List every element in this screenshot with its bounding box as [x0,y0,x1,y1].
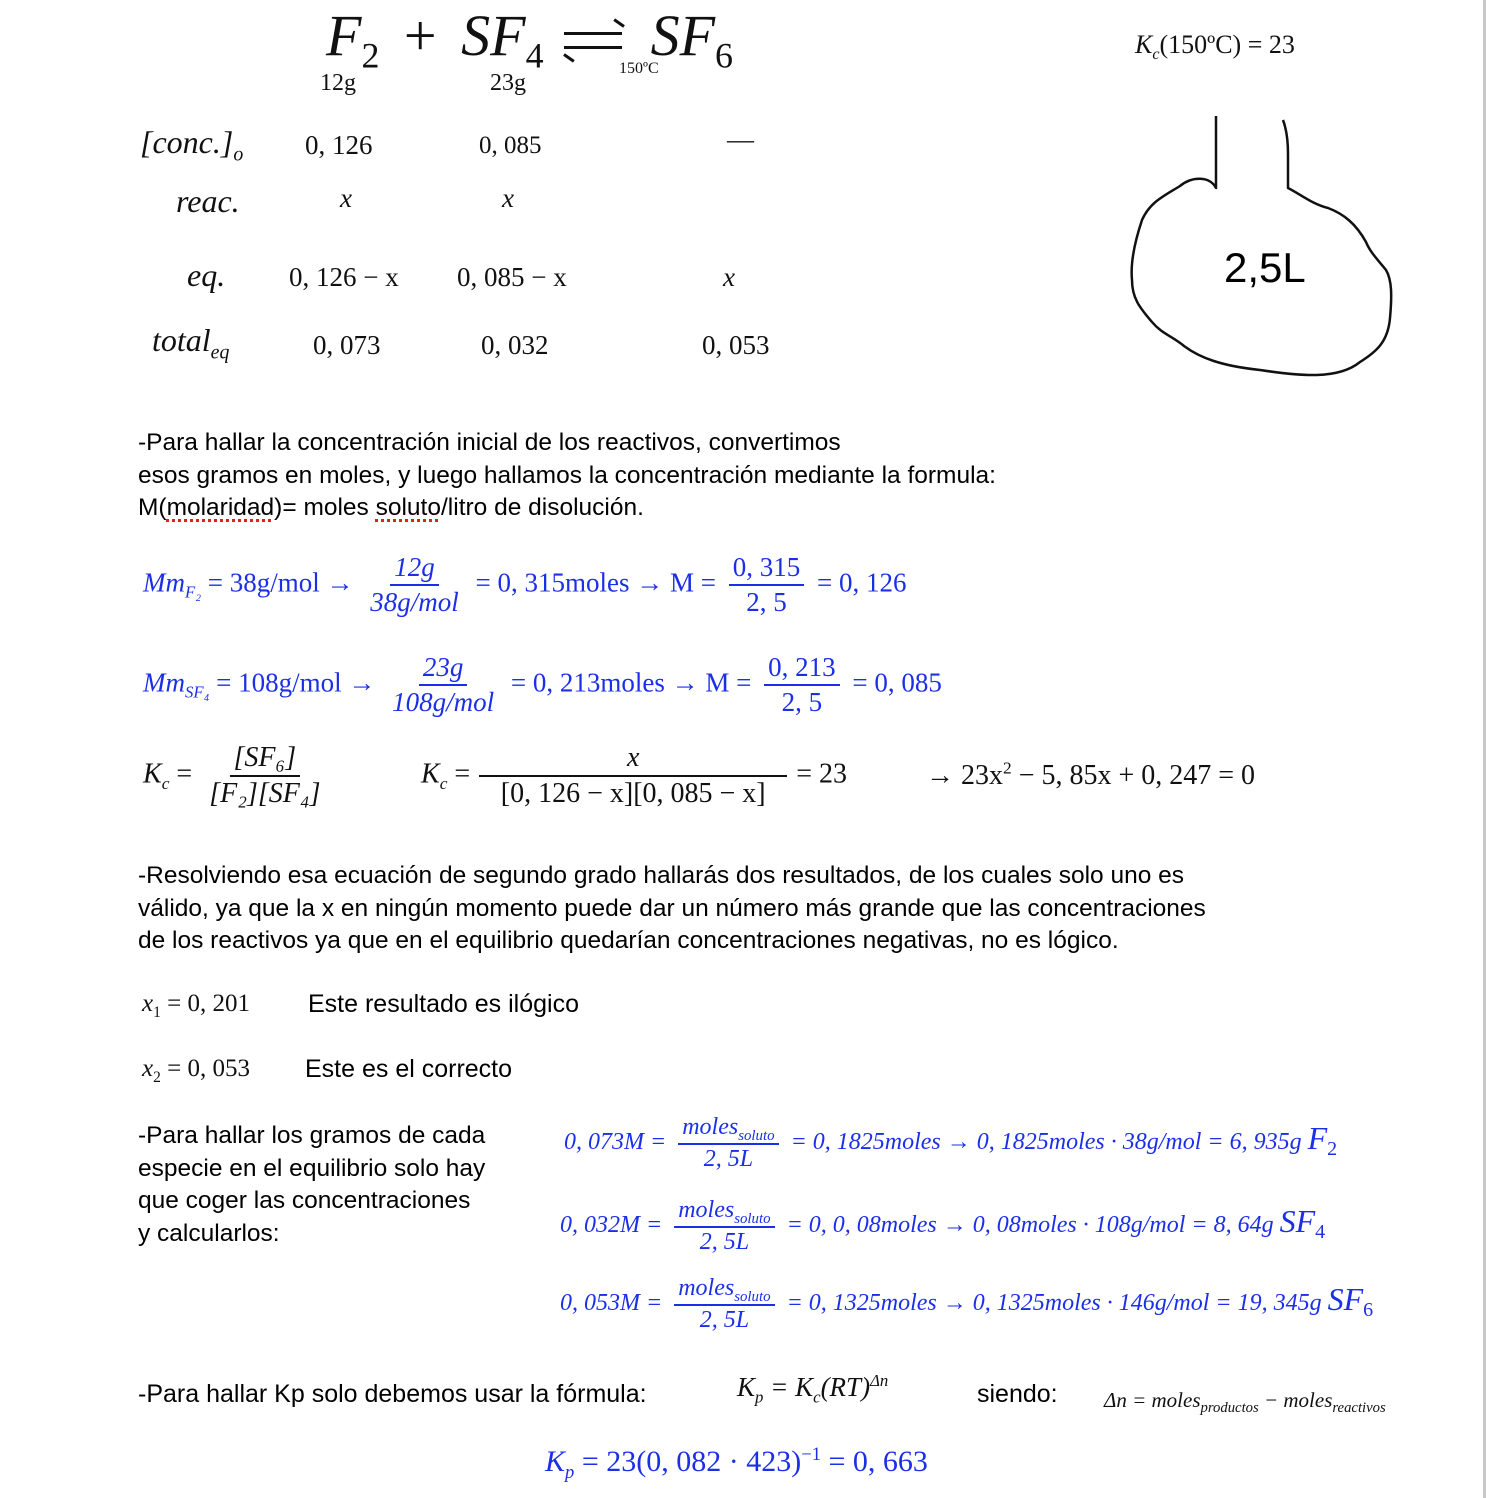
kp-formula: $K_p = K_c(RT)^{\Delta n}$ [737,1371,889,1407]
grams-calc-sf6: 0, 053M = $\frac{moles_{soluto}}{2, 5L}$ = 0, 1325moles → 0, 1325moles · 146g/mol = 19, 345g $SF_6$ [560,1275,1374,1333]
quadratic-equation: → $23x^2 - 5$, 85x + 0, 247 = 0 [926,758,1256,791]
grams-calc-f2: 0, 073M = $\frac{moles_{soluto}}{2, 5L}$ = 0, 1825moles → 0, 1825moles · 38g/mol = 6, 935g $F_2$ [564,1114,1338,1172]
kc-substituted: $K_c$ = $\frac{x}{[0, 126 - x][0, 085 - x]}$ = 23 [421,742,847,810]
kc-value: (150ºC) = 23 [1159,30,1295,59]
mass-f2: 12g [320,70,356,96]
cell-reacted-sf4: x [502,183,514,213]
spellcheck-word[interactable]: soluto [375,494,441,521]
kc-definition: $K_c$ = $\frac{\text{[SF₆]}}{\text{[F₂][SF₄]}}$ [143,742,321,810]
spellcheck-word[interactable]: molaridad [166,494,275,521]
solution-x2-note: Este es el correcto [305,1055,513,1083]
delta-n-definition: Δn = moles$_{productos}$ − moles$_{reactivos}$ [1104,1388,1386,1417]
equilibrium-arrow-icon [564,22,628,62]
solution-x1: $x_1 = 0$, 201 [142,990,250,1021]
cell-initial-sf4: 0, 085 [479,132,542,159]
kp-result: $K_p = 23(0$, 082 · 423)$^{-1}$ = 0, 663 [545,1444,928,1483]
solution-x2: $x_2 = 0$, 053 [142,1055,250,1086]
cell-initial-f2: 0, 126 [305,130,373,160]
product-sf6: SF [650,3,715,68]
kp-instruction: -Para hallar Kp solo debemos usar la fórmula: [138,1380,647,1408]
paragraph-initial-concentration [138,427,996,525]
kp-siendo: siendo: [977,1380,1058,1408]
reactant-sf4-sub: 4 [525,35,544,76]
product-sf6-sub: 6 [715,35,733,76]
cell-total-sf6: 0, 053 [702,330,770,360]
reaction-temperature: 150ºC [619,60,659,77]
paragraph-line: -Resolviendo esa ecuación de segundo grado hallarás dos resultados, de los cuales solo uno es [138,862,1185,889]
cell-initial-sf6: — [727,124,754,154]
paragraph-line: especie en el equilibrio solo hay [138,1154,486,1182]
paragraph-line: -Para hallar la concentración inicial de los reactivos, convertimos [138,429,841,456]
row-label-reacted: reac. [176,183,240,219]
paragraph-line: de los reactivos ya que en el equilibrio quedarían concentraciones negativas, no es lógico. [138,927,1119,954]
row-label-initial-conc: $[conc.]_o$ [140,124,244,166]
paragraph-line: y calcularlos: [138,1219,280,1247]
cell-reacted-f2: x [340,183,352,213]
reaction-equation [326,2,733,76]
paragraph-quadratic-explanation [138,860,1206,958]
mass-sf4: 23g [490,70,526,96]
plus-sign: + [403,3,437,68]
row-label-total-eq: total$_{eq}$ [152,322,230,364]
molar-calc-f2: $Mm_{F_2} = 38g/mol$ → $\frac{12g}{\text{38g/mol}}$ = 0, 315moles → M = $\frac{0, 315}{2, 5}$ = 0, 126 [143,552,907,618]
kc-given [1135,30,1295,64]
cell-total-sf4: 0, 032 [481,330,549,360]
paragraph-grams-explanation [138,1120,485,1250]
cell-eq-sf4: 0, 085 − x [457,262,567,292]
reactant-f2-sub: 2 [361,35,380,76]
paragraph-line: M(molaridad)= moles soluto/litro de disolución. [138,494,644,521]
paragraph-line: esos gramos en moles, y luego hallamos la concentración mediante la formula: [138,461,996,489]
solution-x1-note: Este resultado es ilógico [308,990,579,1018]
paragraph-line: que coger las concentraciones [138,1187,471,1214]
paragraph-line: -Para hallar los gramos de cada [138,1122,486,1149]
paragraph-line: válido, ya que la x en ningún momento puede dar un número más grande que las concentraciones [138,894,1206,922]
cell-total-f2: 0, 073 [313,330,381,360]
flask-volume-label: 2,5L [1224,244,1306,291]
reactant-f2: F [326,3,362,68]
kc-label: K [1135,30,1153,59]
kc-sub: c [1152,46,1160,64]
grams-calc-sf4: 0, 032M = $\frac{moles_{soluto}}{2, 5L}$ = 0, 0, 08moles → 0, 08moles · 108g/mol = 8, 64g $SF_4$ [560,1197,1326,1255]
molar-calc-sf4: $Mm_{SF_4} = 108g/mol$ → $\frac{23g}{\text{108g/mol}}$ = 0, 213moles → M = $\frac{0, 213}{2, 5}$ = 0, 085 [143,652,942,718]
cell-eq-sf6: x [723,262,735,292]
row-label-equilibrium: eq. [187,257,226,293]
cell-eq-f2: 0, 126 − x [289,262,399,292]
reactant-sf4: SF [461,3,526,68]
